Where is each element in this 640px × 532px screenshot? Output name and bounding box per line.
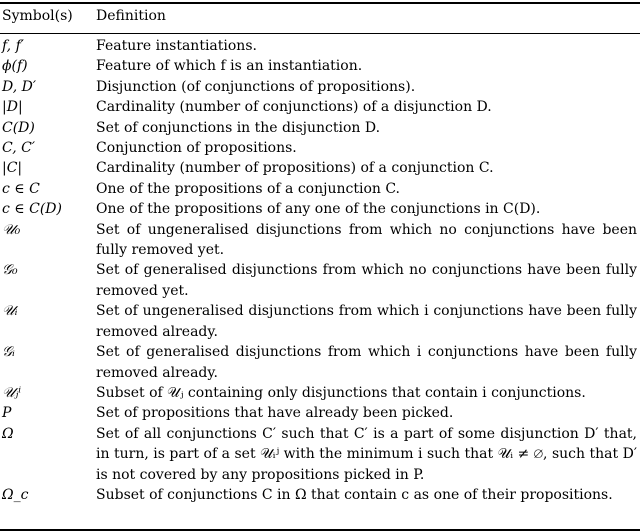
row-symbol: Ω bbox=[2, 425, 14, 442]
row-symbol: |D| bbox=[2, 99, 23, 116]
row-symbol: |C| bbox=[2, 160, 23, 177]
row-definition: Set of conjunctions in the disjunction D. bbox=[96, 119, 381, 136]
row-definition: Feature instantiations. bbox=[96, 38, 257, 54]
top-rule bbox=[0, 2, 640, 4]
header-symbols: Symbol(s) bbox=[2, 8, 73, 24]
table-body bbox=[0, 36, 640, 505]
header-definition: Definition bbox=[96, 8, 166, 24]
table-row bbox=[0, 383, 640, 403]
table-row bbox=[0, 158, 640, 178]
table-header bbox=[0, 6, 640, 28]
row-definition: Set of all conjunctions C′ such that C′ is a part of some disjunction D′ that, in turn, is part of a set 𝒰ᵢʲ with the minimum i such that 𝒰ᵢ ≠ ∅, such that D′ is not covered by any propositions picked in P. bbox=[96, 425, 637, 483]
row-symbol: P bbox=[2, 405, 12, 422]
row-definition: Subset of 𝒰ⱼ containing only disjunctions that contain i conjunctions. bbox=[96, 384, 586, 401]
row-definition: Disjunction (of conjunctions of propositions). bbox=[96, 78, 416, 95]
table-row bbox=[0, 424, 640, 485]
table-row bbox=[0, 342, 640, 383]
row-definition: Set of propositions that have already been picked. bbox=[96, 405, 454, 422]
table-row bbox=[0, 485, 640, 505]
row-symbol: 𝒰₀ bbox=[2, 221, 21, 238]
table-row bbox=[0, 301, 640, 342]
row-symbol: 𝒢₀ bbox=[2, 262, 18, 279]
row-definition: Conjunction of propositions. bbox=[96, 140, 297, 157]
row-definition: Subset of conjunctions C in Ω that contain c as one of their propositions. bbox=[96, 486, 613, 503]
row-symbol: Ω_c bbox=[2, 486, 29, 503]
row-symbol: 𝒢ᵢ bbox=[2, 344, 15, 361]
row-definition: Set of generalised disjunctions from which no conjunctions have been fully removed yet. bbox=[96, 262, 637, 299]
row-symbol: 𝒰ⱼⁱ bbox=[2, 384, 22, 401]
row-symbol: 𝒰ᵢ bbox=[2, 303, 18, 320]
table-row bbox=[0, 97, 640, 117]
row-symbol: c ∈ C bbox=[2, 180, 40, 197]
bottom-rule bbox=[0, 529, 640, 531]
row-symbol: f, f′ bbox=[2, 38, 24, 54]
table-row bbox=[0, 179, 640, 199]
row-definition: Set of ungeneralised disjunctions from which i conjunctions have been fully removed already. bbox=[96, 303, 637, 340]
table-row bbox=[0, 138, 640, 158]
row-definition: One of the propositions of any one of the conjunctions in C(D). bbox=[96, 201, 541, 218]
row-symbol: C, C′ bbox=[2, 140, 36, 157]
row-definition: Set of generalised disjunctions from which i conjunctions have been fully removed already. bbox=[96, 344, 637, 381]
row-definition: Cardinality (number of propositions) of a conjunction C. bbox=[96, 160, 494, 177]
row-symbol: c ∈ C(D) bbox=[2, 201, 62, 218]
row-symbol: ϕ(f) bbox=[2, 58, 28, 75]
table-row bbox=[0, 118, 640, 138]
table-row bbox=[0, 403, 640, 423]
row-symbol: C(D) bbox=[2, 119, 35, 136]
table-row bbox=[0, 260, 640, 301]
table-row bbox=[0, 56, 640, 76]
row-definition: Set of ungeneralised disjunctions from which no conjunctions have been fully removed yet. bbox=[96, 221, 637, 259]
row-definition: Feature of which f is an instantiation. bbox=[96, 58, 363, 75]
table-row bbox=[0, 77, 640, 97]
row-symbol: D, D′ bbox=[2, 78, 37, 95]
header-rule bbox=[0, 33, 640, 34]
table-row bbox=[0, 199, 640, 219]
table-row bbox=[0, 36, 640, 56]
row-definition: One of the propositions of a conjunction C. bbox=[96, 180, 401, 197]
row-definition: Cardinality (number of conjunctions) of a disjunction D. bbox=[96, 99, 492, 116]
table-row bbox=[0, 220, 640, 261]
